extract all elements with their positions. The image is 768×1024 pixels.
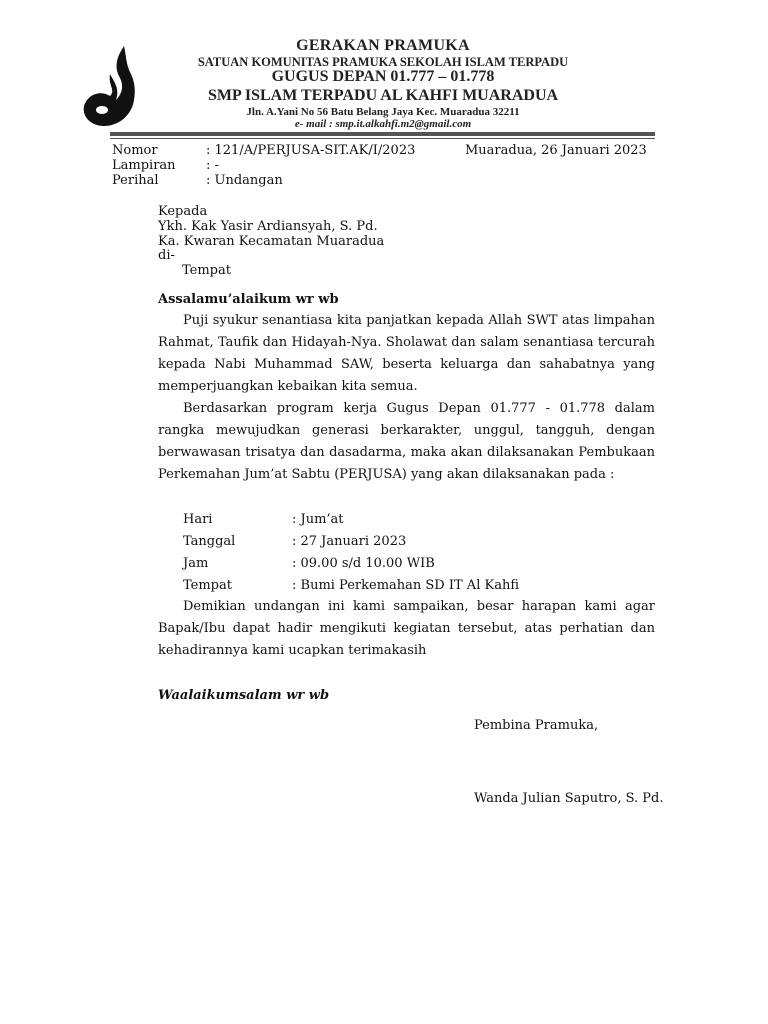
letterhead-unit: SATUAN KOMUNITAS PRAMUKA SEKOLAH ISLAM TERPADU	[197, 55, 569, 69]
tunas-kelapa-icon	[80, 44, 140, 128]
closing-greeting: Waalaikumsalam wr wb	[158, 688, 330, 703]
letterhead-address: Jln. A.Yani No 56 Batu Belang Jaya Kec. Muaradua 32211	[246, 106, 520, 118]
detail-tempat-label: Tempat	[183, 578, 232, 593]
letterhead-school: SMP ISLAM TERPADU AL KAHFI MUARADUA	[207, 87, 559, 104]
body-paragraph-1: Puji syukur senantiasa kita panjatkan kepada Allah SWT atas limpahan Rahmat, Taufik dan Hidayah-Nya. Sholawat dan salam senantiasa tercurah kepada Nabi Muhammad SAW, beserta keluarga dan sahabatnya yang memperjuangkan kebaikan kita semua.	[158, 313, 655, 394]
lampiran-label: Lampiran	[112, 158, 176, 173]
detail-tempat-value: : Bumi Perkemahan SD IT Al Kahfi	[292, 578, 519, 593]
detail-jam-label: Jam	[183, 556, 209, 571]
perihal-label: Perihal	[112, 173, 159, 188]
letterhead-email: e- mail : smp.it.alkahfi.m2@gmail.com	[294, 118, 472, 130]
letterhead-organization: GERAKAN PRAMUKA	[296, 37, 470, 54]
detail-jam-value: : 09.00 s/d 10.00 WIB	[292, 556, 435, 571]
detail-hari-value: : Jum’at	[292, 512, 344, 527]
detail-tanggal-label: Tanggal	[183, 534, 236, 549]
letter-date: Muaradua, 26 Januari 2023	[465, 143, 647, 158]
recipient-tempat: Tempat	[182, 263, 231, 278]
letterhead-gugus-depan: GUGUS DEPAN 01.777 – 01.778	[271, 68, 495, 85]
greeting: Assalamu’alaikum wr wb	[158, 292, 339, 307]
recipient-di: di-	[158, 248, 175, 263]
letterhead-thick-rule	[110, 132, 655, 136]
detail-tanggal-value: : 27 Januari 2023	[292, 534, 407, 549]
signature-title: Pembina Pramuka,	[474, 718, 599, 733]
letterhead-thin-rule	[110, 138, 655, 139]
detail-hari-label: Hari	[183, 512, 213, 527]
recipient-name: Ykh. Kak Yasir Ardiansyah, S. Pd.	[158, 219, 378, 234]
body-paragraph-3: Demikian undangan ini kami sampaikan, besar harapan kami agar Bapak/Ibu dapat hadir mengikuti kegiatan tersebut, atas perhatian dan kehadirannya kami ucapkan terimakasih	[158, 599, 655, 658]
lampiran-value: : -	[206, 158, 219, 173]
nomor-value: : 121/A/PERJUSA-SIT.AK/I/2023	[206, 143, 416, 158]
signature-name: Wanda Julian Saputro, S. Pd.	[474, 791, 664, 806]
recipient-position: Ka. Kwaran Kecamatan Muaradua	[158, 234, 385, 249]
body-paragraph-2: Berdasarkan program kerja Gugus Depan 01.777 - 01.778 dalam rangka mewujudkan generasi berkarakter, unggul, tangguh, dengan berwawasan trisatya dan dasadarma, maka akan dilaksanakan Pembukaan Perkemahan Jum’at Sabtu (PERJUSA) yang akan dilaksanakan pada :	[158, 401, 655, 482]
nomor-label: Nomor	[112, 143, 158, 158]
recipient-kepada: Kepada	[158, 204, 208, 219]
perihal-value: : Undangan	[206, 173, 283, 188]
